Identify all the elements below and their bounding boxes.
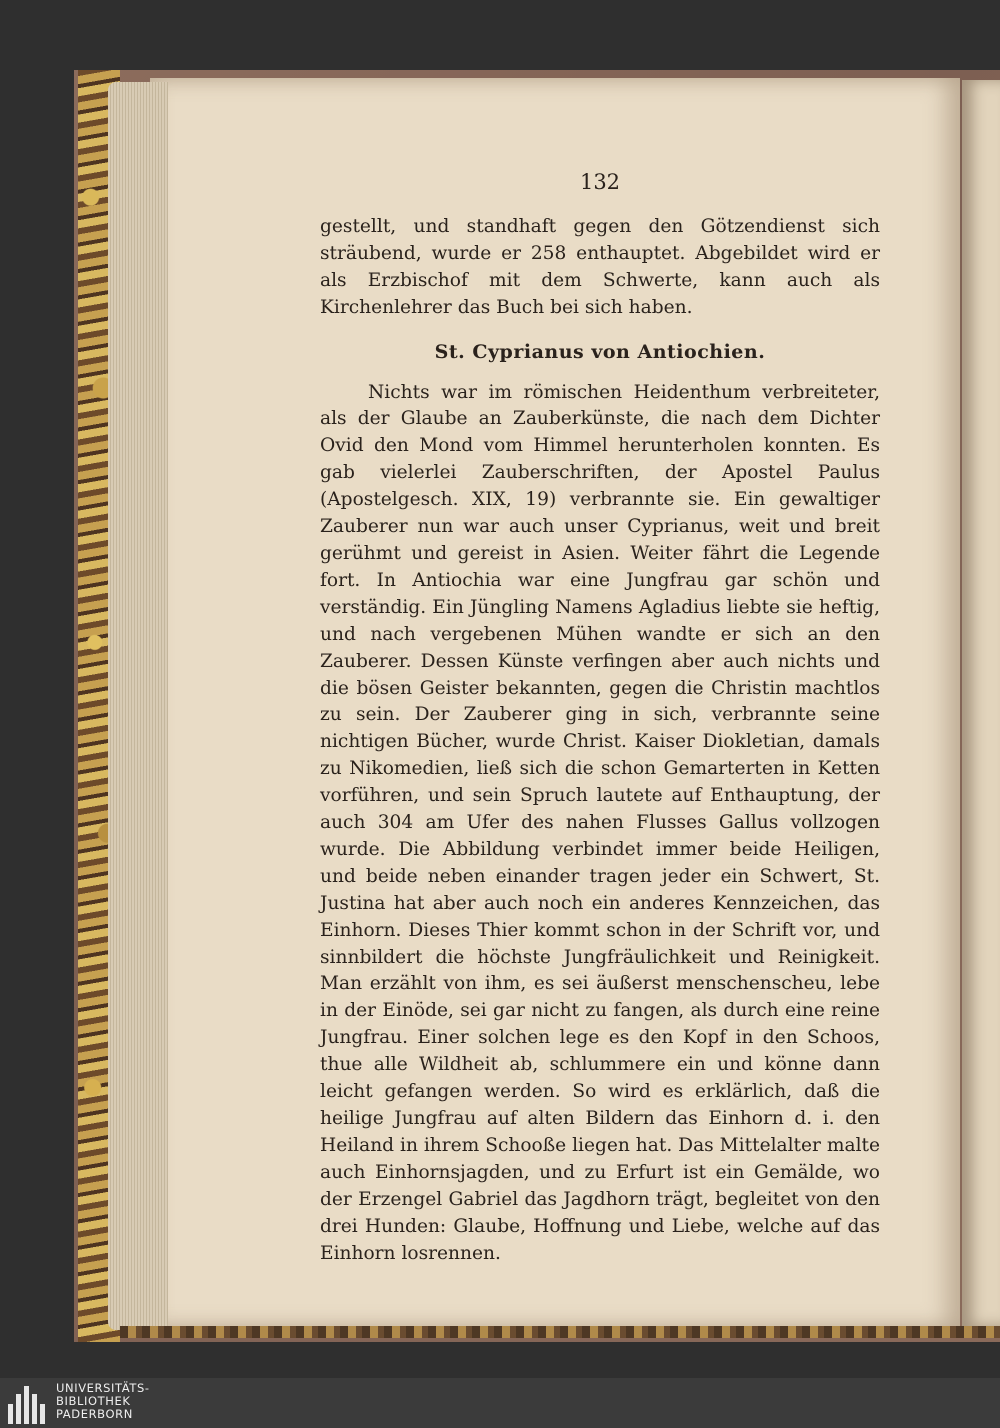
section-paragraph: Nichts war im römischen Heidenthum verbreiteter, als der Glaube an Zauberkünste, die nach dem Dichter Ovid den Mond vom Himmel herunterholen konnten. Es gab vielerlei Zauberschriften, der Apostel Paulus (Apostelgesch. XIX, 19) verbrannte sie. Ein gewaltiger Zauberer nun war auch unser Cyprianus, weit und breit gerühmt und gereist in Asien. Weiter fährt die Legende fort. In Antiochia war eine Jungfrau gar schön und verständig. Ein Jüngling Namens Agladius liebte sie heftig, und nach vergebenen Mühen wandte er sich an den Zauberer. Dessen Künste verfingen aber auch nichts und die bösen Geister bekannten, gegen die Christin machtlos zu sein. Der Zauberer ging in sich, verbrannte seine nichtigen Bücher, wurde Christ. Kaiser Diokletian, damals zu Nikomedien, ließ sich die schon Gemarterten in Ketten vorführen, und sein Spruch lautete auf Enthauptung, der auch 304 am Ufer des nahen Flusses Gallus vollzogen wurde. Die Abbildung verbindet immer beide Heiligen, und beide neben einander tragen jeder ein Schwert, St. Justina hat aber auch noch ein anderes Kennzeichen, das Einhorn. Dieses Thier kommt schon in der Schrift vor, und sinnbildert die höchste Jungfräulichkeit und Reinigkeit. Man erzählt von ihm, es sei äußerst menschenscheu, lebe in der Einöde, sei gar nicht zu fangen, als durch eine reine Jungfrau. Einer solchen lege es den Kopf in den Schoos, thue alle Wildheit ab, schlummere ein und könne dann leicht gefangen werden. So wird es erklärlich, daß die heilige Jungfrau auf alten Bildern das Einhorn d. i. den Heiland in ihrem Schooße liegen hat. Das Mittelalter malte auch Einhornsjagden, und zu Erfurt ist ein Gemälde, wo der Erzengel Gabriel das Jagdhorn trägt, begleitet von den drei Hunden: Glaube, Hoffnung und Liebe, welche auf das Einhorn losrennen.: [320, 381, 880, 1264]
section-heading: St. Cyprianus von Antiochien.: [434, 340, 766, 363]
library-name: [56, 1382, 150, 1421]
library-name-line-2: BIBLIOTHEK: [56, 1394, 131, 1408]
page-text: [320, 214, 880, 1267]
page-stack-edges: [108, 82, 168, 1330]
library-footer: [0, 1378, 1000, 1428]
continuation-paragraph: gestellt, und standhaft gegen den Götzendienst sich sträubend, wurde er 258 enthauptet. Abgebildet wird er als Erzbischof mit dem Schwerte, kann auch als Kirchenlehrer das Buch bei sich haben.: [320, 216, 880, 318]
library-logo-icon: [6, 1382, 50, 1424]
facing-page-edge: [962, 80, 1000, 1326]
bottom-marbled-edge: [120, 1326, 1000, 1338]
library-name-line-1: UNIVERSITÄTS-: [56, 1381, 150, 1395]
library-name-line-3: PADERBORN: [56, 1407, 133, 1421]
page-number: 132: [579, 170, 621, 194]
